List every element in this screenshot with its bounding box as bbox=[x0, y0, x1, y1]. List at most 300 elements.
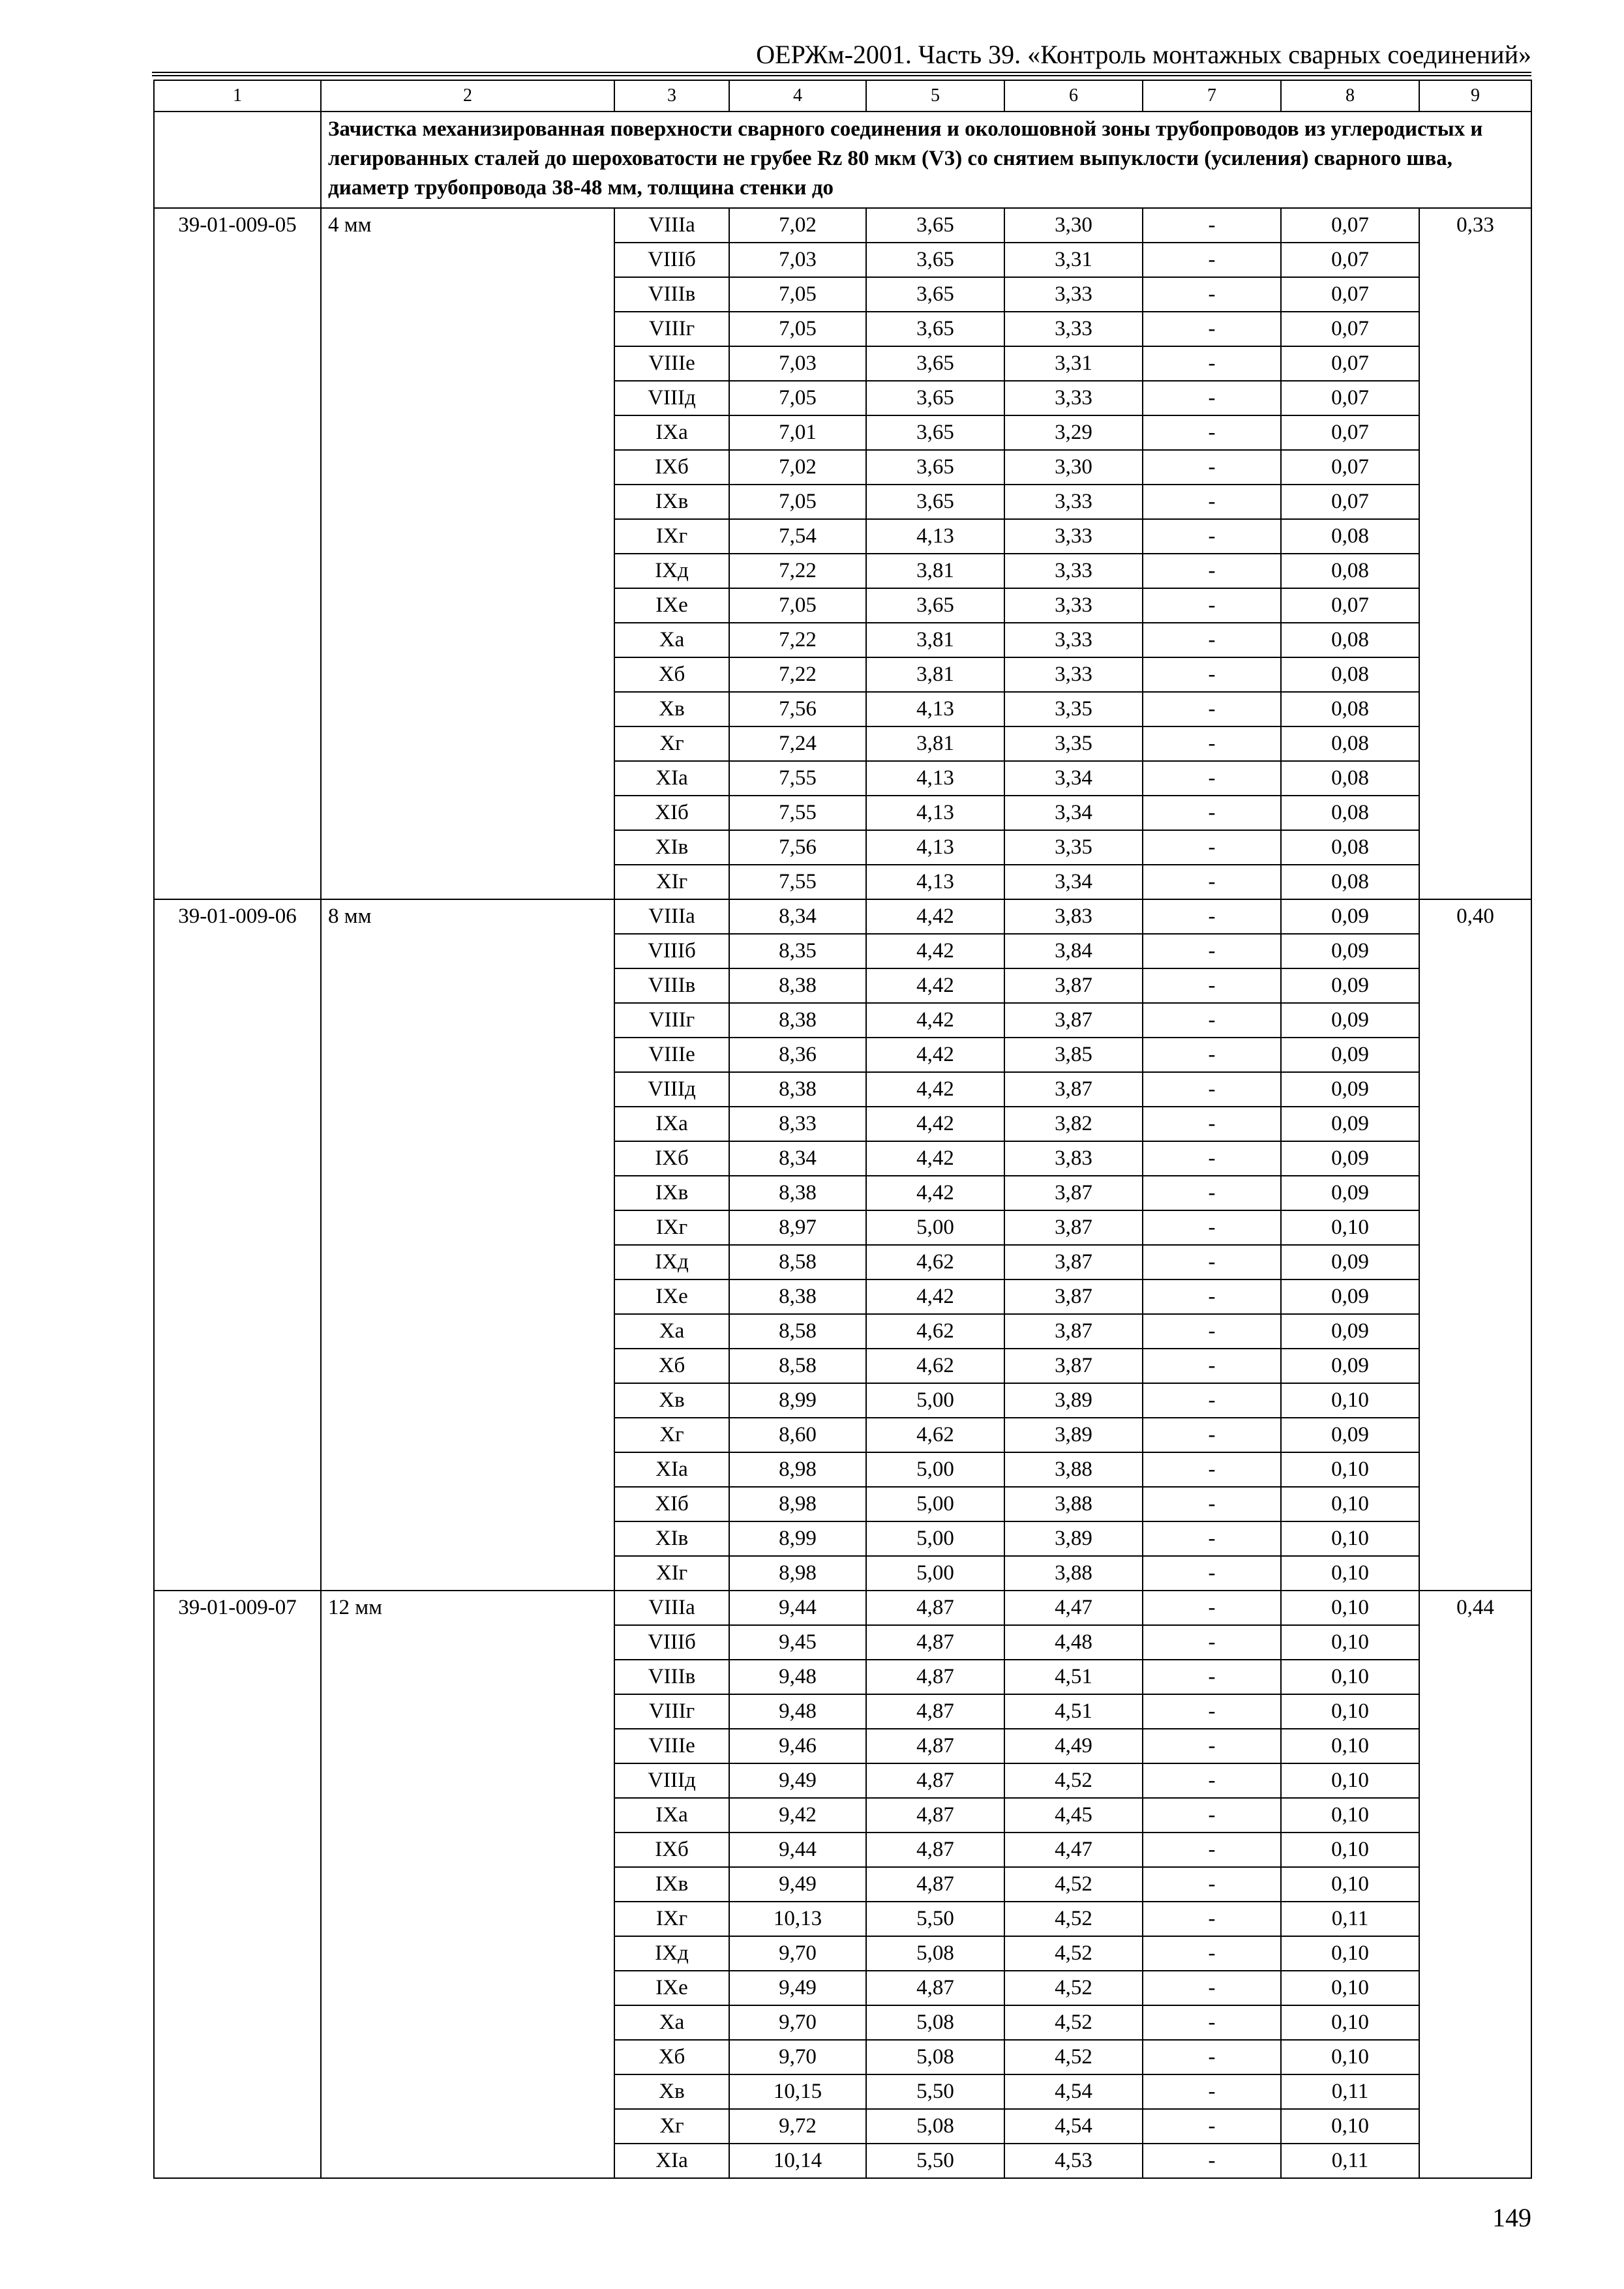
column-number: 3 bbox=[614, 80, 729, 112]
page-number: 149 bbox=[1492, 2203, 1531, 2232]
zone-category: XIа bbox=[614, 761, 729, 796]
col5-value: 5,08 bbox=[866, 2005, 1004, 2040]
col5-value: 4,87 bbox=[866, 1625, 1004, 1660]
col5-value: 4,42 bbox=[866, 968, 1004, 1003]
col4-value: 8,98 bbox=[729, 1487, 866, 1521]
col7-value: - bbox=[1143, 1210, 1281, 1245]
col8-value: 0,07 bbox=[1281, 208, 1419, 243]
col5-value: 4,42 bbox=[866, 1279, 1004, 1314]
col7-value: - bbox=[1143, 450, 1281, 485]
column-number: 9 bbox=[1419, 80, 1531, 112]
col8-value: 0,07 bbox=[1281, 485, 1419, 519]
column-number: 4 bbox=[729, 80, 866, 112]
col4-value: 7,54 bbox=[729, 519, 866, 554]
col5-value: 3,65 bbox=[866, 243, 1004, 277]
col4-value: 8,38 bbox=[729, 1176, 866, 1210]
col4-value: 7,05 bbox=[729, 277, 866, 312]
col8-value: 0,09 bbox=[1281, 1038, 1419, 1072]
col8-value: 0,09 bbox=[1281, 1072, 1419, 1107]
col5-value: 4,62 bbox=[866, 1245, 1004, 1279]
zone-category: IXг bbox=[614, 1902, 729, 1936]
col8-value: 0,11 bbox=[1281, 2144, 1419, 2178]
col4-value: 8,38 bbox=[729, 968, 866, 1003]
col4-value: 8,97 bbox=[729, 1210, 866, 1245]
col6-value: 3,87 bbox=[1004, 1279, 1143, 1314]
col7-value: - bbox=[1143, 830, 1281, 865]
col8-value: 0,08 bbox=[1281, 657, 1419, 692]
wall-thickness: 8 мм bbox=[321, 899, 614, 1591]
col6-value: 3,34 bbox=[1004, 796, 1143, 830]
col4-value: 7,02 bbox=[729, 208, 866, 243]
table-body bbox=[154, 80, 1531, 2178]
col5-value: 3,65 bbox=[866, 346, 1004, 381]
col4-value: 8,34 bbox=[729, 1141, 866, 1176]
zone-category: VIIIв bbox=[614, 968, 729, 1003]
col8-value: 0,10 bbox=[1281, 1833, 1419, 1867]
col7-value: - bbox=[1143, 796, 1281, 830]
col4-value: 7,24 bbox=[729, 726, 866, 761]
zone-category: Xг bbox=[614, 726, 729, 761]
zone-category: IXе bbox=[614, 1279, 729, 1314]
col8-value: 0,07 bbox=[1281, 243, 1419, 277]
col7-value: - bbox=[1143, 1867, 1281, 1902]
col5-value: 5,00 bbox=[866, 1487, 1004, 1521]
col6-value: 3,89 bbox=[1004, 1383, 1143, 1418]
col8-value: 0,09 bbox=[1281, 1141, 1419, 1176]
col5-value: 3,65 bbox=[866, 381, 1004, 415]
col5-value: 4,42 bbox=[866, 1038, 1004, 1072]
zone-category: Xг bbox=[614, 2109, 729, 2144]
col8-value: 0,10 bbox=[1281, 1867, 1419, 1902]
col4-value: 9,46 bbox=[729, 1729, 866, 1763]
col7-value: - bbox=[1143, 1418, 1281, 1452]
col7-value: - bbox=[1143, 1141, 1281, 1176]
col7-value: - bbox=[1143, 1660, 1281, 1694]
col6-value: 3,31 bbox=[1004, 243, 1143, 277]
col5-value: 4,42 bbox=[866, 1072, 1004, 1107]
col4-value: 8,38 bbox=[729, 1003, 866, 1038]
col4-value: 7,55 bbox=[729, 761, 866, 796]
col8-value: 0,07 bbox=[1281, 312, 1419, 346]
zone-category: VIIIг bbox=[614, 1694, 729, 1729]
col5-value: 3,65 bbox=[866, 415, 1004, 450]
zone-category: VIIIв bbox=[614, 1660, 729, 1694]
col7-value: - bbox=[1143, 1349, 1281, 1383]
col7-value: - bbox=[1143, 1902, 1281, 1936]
zone-category: Xв bbox=[614, 692, 729, 726]
col6-value: 3,88 bbox=[1004, 1487, 1143, 1521]
col8-value: 0,10 bbox=[1281, 1971, 1419, 2005]
column-number: 7 bbox=[1143, 80, 1281, 112]
col8-value: 0,08 bbox=[1281, 761, 1419, 796]
col7-value: - bbox=[1143, 519, 1281, 554]
col7-value: - bbox=[1143, 726, 1281, 761]
col4-value: 7,56 bbox=[729, 692, 866, 726]
col5-value: 5,08 bbox=[866, 2040, 1004, 2074]
column-number: 5 bbox=[866, 80, 1004, 112]
col8-value: 0,09 bbox=[1281, 968, 1419, 1003]
col8-value: 0,08 bbox=[1281, 623, 1419, 657]
col8-value: 0,08 bbox=[1281, 554, 1419, 588]
col7-value: - bbox=[1143, 1521, 1281, 1556]
table-title: Зачистка механизированная поверхности сварного соединения и околошовной зоны трубопроводов из углеродистых и легированных сталей до шероховатости не грубее Rz 80 мкм (V3) со снятием выпуклости (усиления) сварного шва, диаметр трубопровода 38-48 мм, толщина стенки до bbox=[321, 112, 1531, 208]
col8-value: 0,10 bbox=[1281, 1556, 1419, 1591]
col4-value: 9,42 bbox=[729, 1798, 866, 1833]
col4-value: 10,14 bbox=[729, 2144, 866, 2178]
col7-value: - bbox=[1143, 485, 1281, 519]
col4-value: 7,05 bbox=[729, 381, 866, 415]
column-number: 1 bbox=[154, 80, 321, 112]
zone-category: Xб bbox=[614, 2040, 729, 2074]
col7-value: - bbox=[1143, 934, 1281, 968]
col5-value: 4,13 bbox=[866, 796, 1004, 830]
col6-value: 4,52 bbox=[1004, 2005, 1143, 2040]
table-row bbox=[154, 208, 1531, 243]
zone-category: XIв bbox=[614, 830, 729, 865]
col7-value: - bbox=[1143, 208, 1281, 243]
col6-value: 3,35 bbox=[1004, 830, 1143, 865]
col5-value: 3,81 bbox=[866, 623, 1004, 657]
col7-value: - bbox=[1143, 1694, 1281, 1729]
col7-value: - bbox=[1143, 1625, 1281, 1660]
zone-category: VIIIе bbox=[614, 1729, 729, 1763]
col8-value: 0,08 bbox=[1281, 796, 1419, 830]
col8-value: 0,10 bbox=[1281, 2005, 1419, 2040]
col6-value: 4,52 bbox=[1004, 1936, 1143, 1971]
zone-category: IXв bbox=[614, 1867, 729, 1902]
col6-value: 3,87 bbox=[1004, 1349, 1143, 1383]
col8-value: 0,10 bbox=[1281, 1521, 1419, 1556]
col6-value: 4,49 bbox=[1004, 1729, 1143, 1763]
zone-category: VIIIа bbox=[614, 208, 729, 243]
zone-category: VIIIа bbox=[614, 899, 729, 934]
col4-value: 7,05 bbox=[729, 485, 866, 519]
col6-value: 3,84 bbox=[1004, 934, 1143, 968]
rate-code: 39-01-009-06 bbox=[154, 899, 321, 1591]
col6-value: 3,35 bbox=[1004, 692, 1143, 726]
col6-value: 3,34 bbox=[1004, 761, 1143, 796]
col8-value: 0,10 bbox=[1281, 1487, 1419, 1521]
zone-category: Xа bbox=[614, 2005, 729, 2040]
zone-category: IXа bbox=[614, 1107, 729, 1141]
rate-code: 39-01-009-07 bbox=[154, 1591, 321, 2178]
col8-value: 0,09 bbox=[1281, 1176, 1419, 1210]
zone-category: IXв bbox=[614, 1176, 729, 1210]
table-row bbox=[154, 899, 1531, 934]
rates-table bbox=[153, 80, 1532, 2179]
col4-value: 7,03 bbox=[729, 346, 866, 381]
col8-value: 0,10 bbox=[1281, 1591, 1419, 1625]
col5-value: 4,87 bbox=[866, 1729, 1004, 1763]
col8-value: 0,10 bbox=[1281, 1936, 1419, 1971]
col6-value: 3,88 bbox=[1004, 1556, 1143, 1591]
col7-value: - bbox=[1143, 1763, 1281, 1798]
col6-value: 3,87 bbox=[1004, 1003, 1143, 1038]
col8-value: 0,10 bbox=[1281, 1763, 1419, 1798]
col5-value: 4,87 bbox=[866, 1763, 1004, 1798]
col4-value: 8,38 bbox=[729, 1072, 866, 1107]
col5-value: 4,62 bbox=[866, 1349, 1004, 1383]
zone-category: IXг bbox=[614, 1210, 729, 1245]
col6-value: 3,89 bbox=[1004, 1418, 1143, 1452]
col8-value: 0,10 bbox=[1281, 2040, 1419, 2074]
col6-value: 4,52 bbox=[1004, 1971, 1143, 2005]
col5-value: 4,87 bbox=[866, 1660, 1004, 1694]
col6-value: 4,53 bbox=[1004, 2144, 1143, 2178]
col6-value: 3,33 bbox=[1004, 519, 1143, 554]
col4-value: 8,98 bbox=[729, 1452, 866, 1487]
col7-value: - bbox=[1143, 968, 1281, 1003]
col8-value: 0,11 bbox=[1281, 2074, 1419, 2109]
col4-value: 10,15 bbox=[729, 2074, 866, 2109]
col7-value: - bbox=[1143, 1971, 1281, 2005]
col7-value: - bbox=[1143, 1729, 1281, 1763]
col9-value: 0,44 bbox=[1419, 1591, 1531, 2178]
col7-value: - bbox=[1143, 1556, 1281, 1591]
title-row bbox=[154, 112, 1531, 208]
col8-value: 0,09 bbox=[1281, 1245, 1419, 1279]
col8-value: 0,07 bbox=[1281, 381, 1419, 415]
col6-value: 3,87 bbox=[1004, 1210, 1143, 1245]
col7-value: - bbox=[1143, 277, 1281, 312]
col4-value: 8,98 bbox=[729, 1556, 866, 1591]
col4-value: 8,36 bbox=[729, 1038, 866, 1072]
col6-value: 3,34 bbox=[1004, 865, 1143, 899]
col7-value: - bbox=[1143, 1591, 1281, 1625]
col8-value: 0,10 bbox=[1281, 1798, 1419, 1833]
col5-value: 4,42 bbox=[866, 934, 1004, 968]
col6-value: 4,52 bbox=[1004, 1867, 1143, 1902]
col6-value: 3,33 bbox=[1004, 381, 1143, 415]
col4-value: 8,99 bbox=[729, 1521, 866, 1556]
col7-value: - bbox=[1143, 1176, 1281, 1210]
col5-value: 3,65 bbox=[866, 312, 1004, 346]
col4-value: 8,35 bbox=[729, 934, 866, 968]
col5-value: 3,65 bbox=[866, 450, 1004, 485]
col5-value: 5,00 bbox=[866, 1210, 1004, 1245]
col4-value: 7,56 bbox=[729, 830, 866, 865]
col4-value: 7,55 bbox=[729, 865, 866, 899]
zone-category: Xв bbox=[614, 2074, 729, 2109]
column-number: 6 bbox=[1004, 80, 1143, 112]
col7-value: - bbox=[1143, 899, 1281, 934]
col4-value: 8,38 bbox=[729, 1279, 866, 1314]
col4-value: 7,55 bbox=[729, 796, 866, 830]
col6-value: 3,33 bbox=[1004, 657, 1143, 692]
col5-value: 5,00 bbox=[866, 1521, 1004, 1556]
zone-category: Xа bbox=[614, 623, 729, 657]
wall-thickness: 4 мм bbox=[321, 208, 614, 899]
col7-value: - bbox=[1143, 1798, 1281, 1833]
col4-value: 9,48 bbox=[729, 1694, 866, 1729]
col5-value: 4,42 bbox=[866, 1107, 1004, 1141]
col7-value: - bbox=[1143, 1833, 1281, 1867]
col5-value: 4,87 bbox=[866, 1798, 1004, 1833]
col7-value: - bbox=[1143, 623, 1281, 657]
zone-category: Xг bbox=[614, 1418, 729, 1452]
col4-value: 7,05 bbox=[729, 588, 866, 623]
col8-value: 0,09 bbox=[1281, 934, 1419, 968]
col8-value: 0,07 bbox=[1281, 346, 1419, 381]
zone-category: IXе bbox=[614, 1971, 729, 2005]
col7-value: - bbox=[1143, 243, 1281, 277]
zone-category: IXд bbox=[614, 554, 729, 588]
zone-category: VIIIд bbox=[614, 1763, 729, 1798]
col6-value: 3,33 bbox=[1004, 277, 1143, 312]
col6-value: 4,47 bbox=[1004, 1833, 1143, 1867]
col5-value: 4,13 bbox=[866, 761, 1004, 796]
col7-value: - bbox=[1143, 1487, 1281, 1521]
col5-value: 5,50 bbox=[866, 2074, 1004, 2109]
col6-value: 4,52 bbox=[1004, 2040, 1143, 2074]
col6-value: 4,47 bbox=[1004, 1591, 1143, 1625]
col4-value: 8,60 bbox=[729, 1418, 866, 1452]
col6-value: 3,33 bbox=[1004, 554, 1143, 588]
col8-value: 0,10 bbox=[1281, 1452, 1419, 1487]
col6-value: 4,48 bbox=[1004, 1625, 1143, 1660]
col7-value: - bbox=[1143, 761, 1281, 796]
zone-category: VIIIг bbox=[614, 312, 729, 346]
col5-value: 3,65 bbox=[866, 588, 1004, 623]
col6-value: 3,83 bbox=[1004, 899, 1143, 934]
col5-value: 3,81 bbox=[866, 726, 1004, 761]
col8-value: 0,10 bbox=[1281, 2109, 1419, 2144]
col4-value: 9,49 bbox=[729, 1971, 866, 2005]
col6-value: 3,33 bbox=[1004, 623, 1143, 657]
col6-value: 3,87 bbox=[1004, 1176, 1143, 1210]
col6-value: 3,83 bbox=[1004, 1141, 1143, 1176]
col7-value: - bbox=[1143, 1245, 1281, 1279]
col4-value: 8,34 bbox=[729, 899, 866, 934]
col4-value: 7,03 bbox=[729, 243, 866, 277]
zone-category: VIIIе bbox=[614, 346, 729, 381]
zone-category: IXг bbox=[614, 519, 729, 554]
col4-value: 9,49 bbox=[729, 1763, 866, 1798]
col8-value: 0,09 bbox=[1281, 1003, 1419, 1038]
col5-value: 4,42 bbox=[866, 1176, 1004, 1210]
col5-value: 4,13 bbox=[866, 519, 1004, 554]
col6-value: 4,54 bbox=[1004, 2109, 1143, 2144]
col4-value: 9,45 bbox=[729, 1625, 866, 1660]
col4-value: 9,70 bbox=[729, 1936, 866, 1971]
col8-value: 0,09 bbox=[1281, 1279, 1419, 1314]
col5-value: 4,87 bbox=[866, 1591, 1004, 1625]
col7-value: - bbox=[1143, 1936, 1281, 1971]
col5-value: 4,13 bbox=[866, 830, 1004, 865]
col7-value: - bbox=[1143, 1003, 1281, 1038]
col4-value: 9,44 bbox=[729, 1833, 866, 1867]
zone-category: XIа bbox=[614, 2144, 729, 2178]
col6-value: 3,33 bbox=[1004, 312, 1143, 346]
rate-code: 39-01-009-05 bbox=[154, 208, 321, 899]
col8-value: 0,11 bbox=[1281, 1902, 1419, 1936]
col8-value: 0,09 bbox=[1281, 1314, 1419, 1349]
col8-value: 0,08 bbox=[1281, 692, 1419, 726]
zone-category: IXа bbox=[614, 1798, 729, 1833]
zone-category: VIIIв bbox=[614, 277, 729, 312]
zone-category: VIIIд bbox=[614, 1072, 729, 1107]
col7-value: - bbox=[1143, 1383, 1281, 1418]
col6-value: 3,87 bbox=[1004, 1245, 1143, 1279]
col5-value: 5,50 bbox=[866, 1902, 1004, 1936]
col4-value: 7,22 bbox=[729, 657, 866, 692]
running-header: ОЕРЖм-2001. Часть 39. «Контроль монтажных сварных соединений» bbox=[756, 40, 1531, 69]
col7-value: - bbox=[1143, 1452, 1281, 1487]
zone-category: XIб bbox=[614, 1487, 729, 1521]
zone-category: IXб bbox=[614, 1141, 729, 1176]
col9-value: 0,33 bbox=[1419, 208, 1531, 899]
col4-value: 10,13 bbox=[729, 1902, 866, 1936]
zone-category: VIIIе bbox=[614, 1038, 729, 1072]
zone-category: IXа bbox=[614, 415, 729, 450]
col8-value: 0,10 bbox=[1281, 1625, 1419, 1660]
col4-value: 8,33 bbox=[729, 1107, 866, 1141]
col6-value: 3,30 bbox=[1004, 450, 1143, 485]
col8-value: 0,09 bbox=[1281, 1107, 1419, 1141]
col6-value: 3,30 bbox=[1004, 208, 1143, 243]
col4-value: 7,02 bbox=[729, 450, 866, 485]
col5-value: 5,08 bbox=[866, 2109, 1004, 2144]
col4-value: 9,70 bbox=[729, 2040, 866, 2074]
col8-value: 0,09 bbox=[1281, 1349, 1419, 1383]
column-number: 8 bbox=[1281, 80, 1419, 112]
col4-value: 9,44 bbox=[729, 1591, 866, 1625]
col8-value: 0,08 bbox=[1281, 865, 1419, 899]
col6-value: 3,33 bbox=[1004, 588, 1143, 623]
col6-value: 3,87 bbox=[1004, 968, 1143, 1003]
col5-value: 5,08 bbox=[866, 1936, 1004, 1971]
col4-value: 9,72 bbox=[729, 2109, 866, 2144]
col7-value: - bbox=[1143, 554, 1281, 588]
col7-value: - bbox=[1143, 588, 1281, 623]
zone-category: XIб bbox=[614, 796, 729, 830]
wall-thickness: 12 мм bbox=[321, 1591, 614, 2178]
col7-value: - bbox=[1143, 415, 1281, 450]
col6-value: 3,29 bbox=[1004, 415, 1143, 450]
zone-category: XIа bbox=[614, 1452, 729, 1487]
col7-value: - bbox=[1143, 1279, 1281, 1314]
zone-category: IXб bbox=[614, 1833, 729, 1867]
col5-value: 3,65 bbox=[866, 485, 1004, 519]
col4-value: 8,99 bbox=[729, 1383, 866, 1418]
col4-value: 9,49 bbox=[729, 1867, 866, 1902]
col6-value: 4,45 bbox=[1004, 1798, 1143, 1833]
col8-value: 0,08 bbox=[1281, 830, 1419, 865]
zone-category: VIIIб bbox=[614, 243, 729, 277]
col8-value: 0,07 bbox=[1281, 277, 1419, 312]
col4-value: 7,05 bbox=[729, 312, 866, 346]
zone-category: Xб bbox=[614, 1349, 729, 1383]
col7-value: - bbox=[1143, 312, 1281, 346]
col5-value: 4,42 bbox=[866, 1141, 1004, 1176]
zone-category: VIIIа bbox=[614, 1591, 729, 1625]
col6-value: 3,87 bbox=[1004, 1314, 1143, 1349]
col6-value: 3,33 bbox=[1004, 485, 1143, 519]
col9-value: 0,40 bbox=[1419, 899, 1531, 1591]
col7-value: - bbox=[1143, 1107, 1281, 1141]
col8-value: 0,09 bbox=[1281, 899, 1419, 934]
col8-value: 0,08 bbox=[1281, 726, 1419, 761]
col5-value: 4,42 bbox=[866, 1003, 1004, 1038]
col8-value: 0,09 bbox=[1281, 1418, 1419, 1452]
col6-value: 4,54 bbox=[1004, 2074, 1143, 2109]
zone-category: VIIIб bbox=[614, 1625, 729, 1660]
zone-category: IXв bbox=[614, 485, 729, 519]
col4-value: 8,58 bbox=[729, 1314, 866, 1349]
col7-value: - bbox=[1143, 692, 1281, 726]
col5-value: 4,13 bbox=[866, 692, 1004, 726]
col5-value: 5,00 bbox=[866, 1556, 1004, 1591]
